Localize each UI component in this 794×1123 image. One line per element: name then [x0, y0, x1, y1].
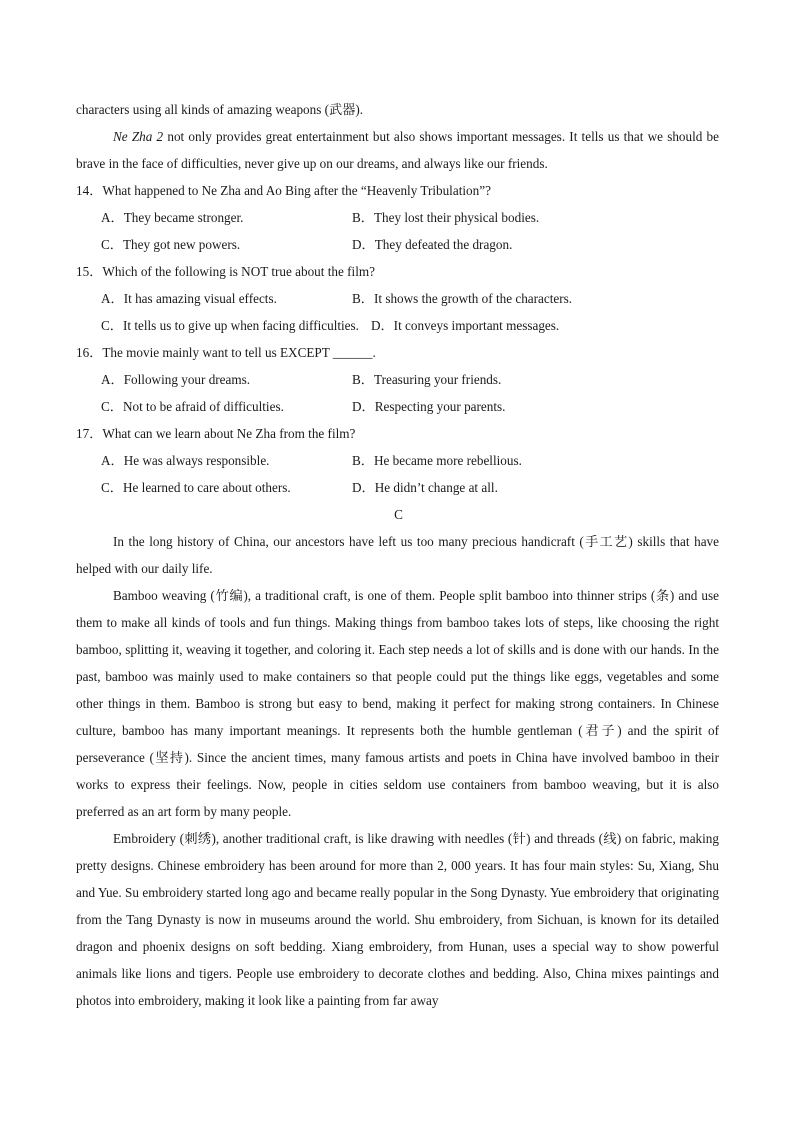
option-b: B．They lost their physical bodies.	[352, 210, 540, 225]
option-c: C．It tells us to give up when facing difficulties.	[101, 318, 359, 333]
question-17-options-row-1	[76, 447, 719, 474]
option-a: A．Following your dreams.	[101, 372, 251, 387]
option-b: B．He became more rebellious.	[352, 453, 522, 468]
passage-b-line: characters using all kinds of amazing weapons (武器).	[76, 102, 364, 117]
option-b: B．It shows the growth of the characters.	[352, 291, 573, 306]
passage-b-paragraph-text: not only provides great entertainment but also shows important messages. It tells us that we should be brave in the face of difficulties, never give up on our dreams, and always like our friends.	[76, 129, 719, 171]
option-c: C．He learned to care about others.	[101, 480, 291, 495]
option-a: A．He was always responsible.	[101, 453, 270, 468]
question-17-options-row-2	[76, 474, 719, 501]
option-c: C．Not to be afraid of difficulties.	[101, 399, 284, 414]
option-d: D．He didn’t change at all.	[352, 480, 498, 495]
question-14-options-row-1	[76, 204, 719, 231]
question-15-options-row-2	[76, 312, 719, 339]
question-16: 16．The movie mainly want to tell us EXCEPT ______.	[76, 345, 376, 360]
option-c: C．They got new powers.	[101, 237, 241, 252]
question-14-options-row-2	[76, 231, 719, 258]
passage-b-paragraph	[76, 123, 719, 177]
document-page	[76, 96, 719, 1014]
passage-c-label: C	[394, 507, 403, 522]
option-a: A．They became stronger.	[101, 210, 244, 225]
option-b: B．Treasuring your friends.	[352, 372, 502, 387]
option-a: A．It has amazing visual effects.	[101, 291, 277, 306]
passage-c-paragraph-1: In the long history of China, our ancestors have left us too many precious handicraft (手工艺) skills that have helped with our daily life.	[76, 534, 719, 576]
passage-c-paragraph-2: Bamboo weaving (竹编), a traditional craft, is one of them. People split bamboo into thinner strips (条) and use them to make all kinds of tools and fun things. Making things from bamboo takes lots of steps, like choosing the right bamboo, splitting it, weaving it together, and coloring it. Each step needs a lot of skills and is done with our hands. In the past, bamboo was mainly used to make containers so that people could put the things like eggs, vegetables and some other things in them. Bamboo is strong but easy to bend, making it perfect for making strong containers. In Chinese culture, bamboo has many important meanings. It represents both the humble gentleman (君子) and the spirit of perseverance (坚持). Since the ancient times, many famous artists and poets in China have involved bamboo in their works to express their feelings. Now, people in cities seldom use containers from bamboo weaving, but it is also preferred as an art form by many people.	[76, 588, 719, 819]
passage-c-paragraph-3: Embroidery (刺绣), another traditional craft, is like drawing with needles (针) and threads (线) on fabric, making pretty designs. Chinese embroidery has been around for more than 2, 000 years. It has four main styles: Su, Xiang, Shu and Yue. Su embroidery started long ago and became really popular in the Song Dynasty. Yue embroidery that originating from the Tang Dynasty is now in museums around the world. Shu embroidery, from Sichuan, is known for its detailed dragon and phoenix designs on soft bedding. Xiang embroidery, from Hunan, uses a special way to show powerful animals like lions and tigers. People use embroidery to decorate clothes and bedding. Also, China mixes paintings and photos into embroidery, making it look like a painting from far away	[76, 831, 719, 1008]
question-14: 14．What happened to Ne Zha and Ao Bing after the “Heavenly Tribulation”?	[76, 183, 491, 198]
option-d: D．It conveys important messages.	[370, 318, 560, 333]
question-15: 15．Which of the following is NOT true about the film?	[76, 264, 375, 279]
option-d: D．Respecting your parents.	[352, 399, 506, 414]
question-16-options-row-2	[76, 393, 719, 420]
question-17: 17．What can we learn about Ne Zha from the film?	[76, 426, 356, 441]
option-d: D．They defeated the dragon.	[352, 237, 513, 252]
film-title: Ne Zha 2	[113, 129, 164, 144]
question-16-options-row-1	[76, 366, 719, 393]
question-15-options-row-1	[76, 285, 719, 312]
